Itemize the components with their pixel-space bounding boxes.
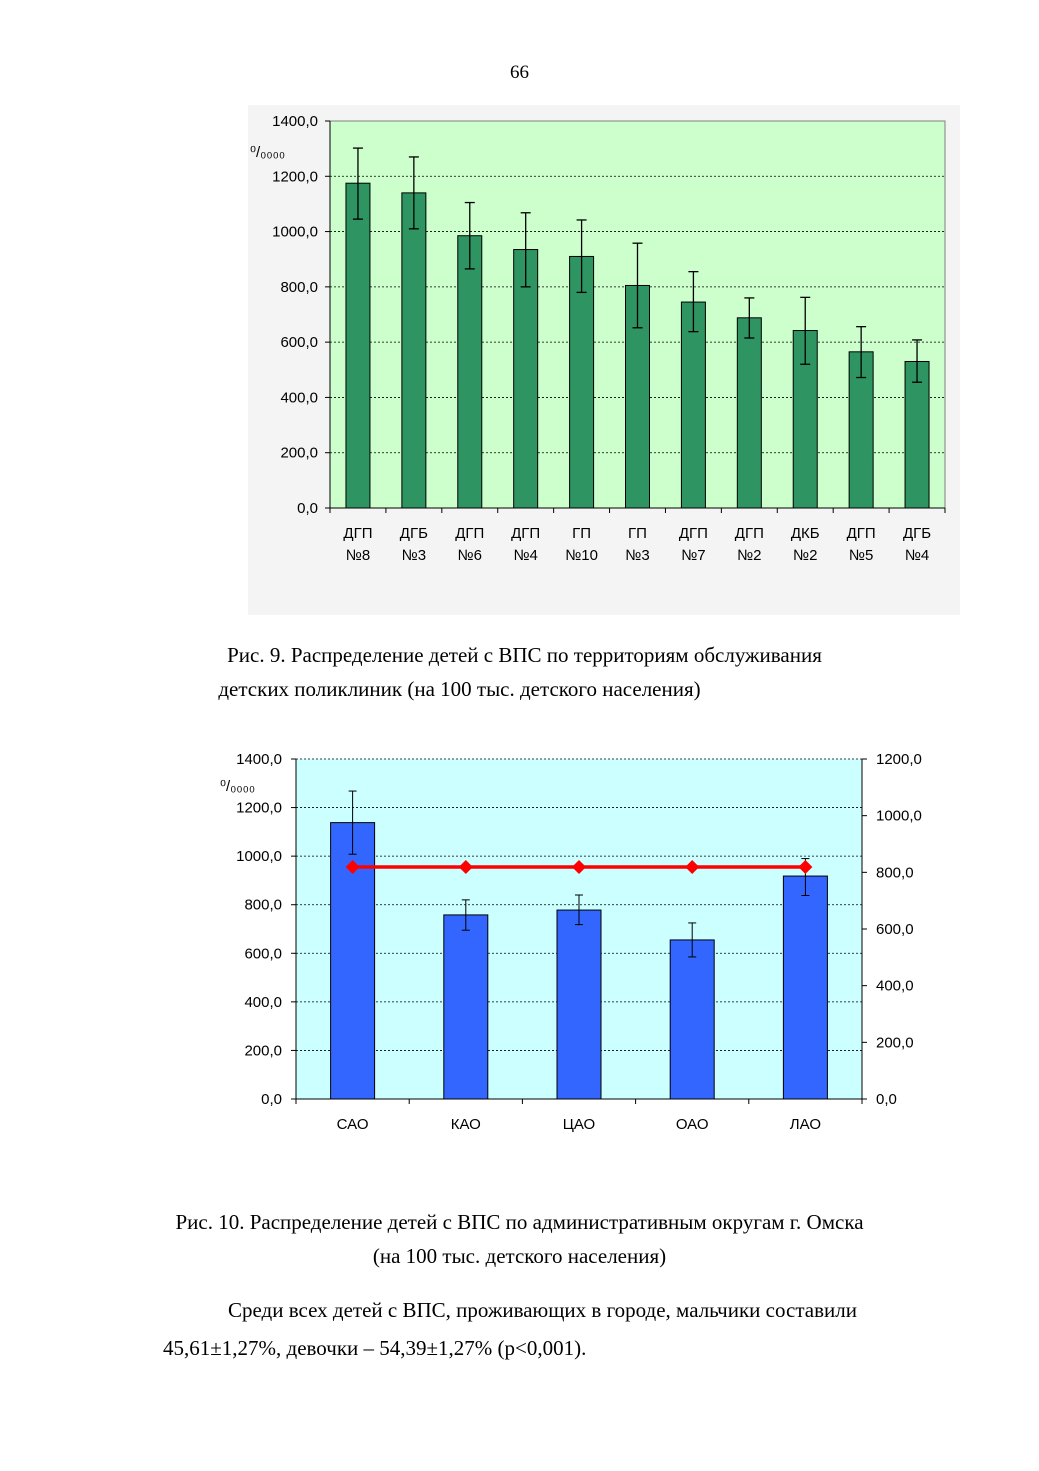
body-line: Среди всех детей с ВПС, проживающих в городе, мальчики составили [228, 1298, 857, 1322]
figure-9-caption [0, 638, 1039, 706]
x-tick-label: ДКБ [790, 525, 820, 542]
x-tick-label: №2 [793, 547, 818, 564]
y-tick-label: 200,0 [280, 444, 318, 462]
bar [557, 910, 601, 1099]
y-tick-label: 200,0 [244, 1042, 282, 1060]
x-tick-label: №4 [513, 547, 538, 564]
y-unit-label: ⁰/₀₀₀₀ [250, 144, 286, 161]
x-tick-label: ДГП [455, 525, 485, 542]
x-tick-label: ГП [572, 525, 592, 542]
figure-9-chart [240, 105, 960, 615]
y-tick-label: 600,0 [244, 945, 282, 963]
caption-line: (на 100 тыс. детского населения) [372, 1244, 667, 1268]
bar [444, 915, 488, 1099]
y-tick-label: 800,0 [280, 278, 318, 296]
y-tick-label: 0,0 [297, 500, 318, 517]
x-tick-label: ДГП [343, 525, 373, 542]
x-tick-label: ЦАО [562, 1116, 596, 1133]
y-tick-label: 1000,0 [236, 848, 282, 866]
bar [783, 876, 827, 1099]
x-tick-label: ОАО [675, 1116, 709, 1133]
figure-10-chart [210, 745, 990, 1145]
x-tick-label: №10 [565, 547, 598, 564]
x-tick-label: №3 [625, 547, 650, 564]
page-number: 66 [510, 62, 529, 83]
y-tick-label: 1200,0 [272, 168, 318, 186]
y2-tick-label: 1000,0 [876, 807, 922, 825]
x-tick-label: ДГП [846, 525, 876, 542]
x-tick-label: ДГП [511, 525, 541, 542]
x-tick-label: КАО [450, 1116, 481, 1133]
x-tick-label: №4 [904, 547, 930, 564]
body-paragraph [163, 1291, 981, 1367]
figure-10-caption [0, 1205, 1039, 1273]
y2-tick-label: 400,0 [876, 977, 914, 995]
y2-tick-label: 800,0 [876, 864, 914, 882]
bar [670, 940, 714, 1099]
y-tick-label: 0,0 [261, 1091, 282, 1108]
y-tick-label: 1400,0 [236, 751, 282, 768]
y-tick-label: 1000,0 [272, 223, 318, 241]
x-tick-label: №8 [345, 547, 371, 564]
y-tick-label: 600,0 [280, 334, 318, 352]
x-tick-label: ГП [628, 525, 647, 542]
y2-tick-label: 0,0 [876, 1091, 897, 1108]
x-tick-label: №5 [848, 547, 874, 564]
y-tick-label: 1200,0 [236, 799, 282, 817]
x-tick-label: ДГБ [902, 525, 932, 542]
caption-line: Рис. 10. Распределение детей с ВПС по административным округам г. Омска [175, 1210, 864, 1234]
x-tick-label: ДГП [734, 525, 764, 542]
caption-line: Рис. 9. Распределение детей с ВПС по территориям обслуживания [227, 643, 822, 667]
body-line: 45,61±1,27%, девочки – 54,39±1,27% (р<0,001). [163, 1336, 587, 1360]
bar [458, 236, 482, 508]
y-tick-label: 400,0 [244, 993, 282, 1011]
y2-tick-label: 600,0 [876, 921, 914, 938]
y-tick-label: 800,0 [244, 896, 282, 914]
y-tick-label: 1400,0 [272, 113, 318, 130]
x-tick-label: №6 [457, 547, 482, 564]
bar [681, 302, 705, 508]
bar [514, 250, 538, 508]
bar [905, 361, 929, 508]
bar [402, 193, 426, 508]
y2-tick-label: 1200,0 [876, 751, 922, 768]
x-tick-label: САО [336, 1116, 369, 1133]
bar [346, 183, 370, 508]
x-tick-label: ДГП [678, 525, 708, 542]
y-tick-label: 400,0 [280, 389, 318, 407]
y-unit-label: ⁰/₀₀₀₀ [220, 778, 256, 795]
x-tick-label: №3 [401, 547, 427, 564]
bar [570, 256, 594, 508]
x-tick-label: ЛАО [789, 1116, 821, 1133]
y2-tick-label: 200,0 [876, 1034, 914, 1052]
x-tick-label: №2 [737, 547, 762, 564]
x-tick-label: ДГБ [399, 525, 428, 542]
caption-line: детских поликлиник (на 100 тыс. детского населения) [218, 677, 701, 701]
bar [737, 318, 761, 508]
x-tick-label: №7 [681, 547, 706, 564]
